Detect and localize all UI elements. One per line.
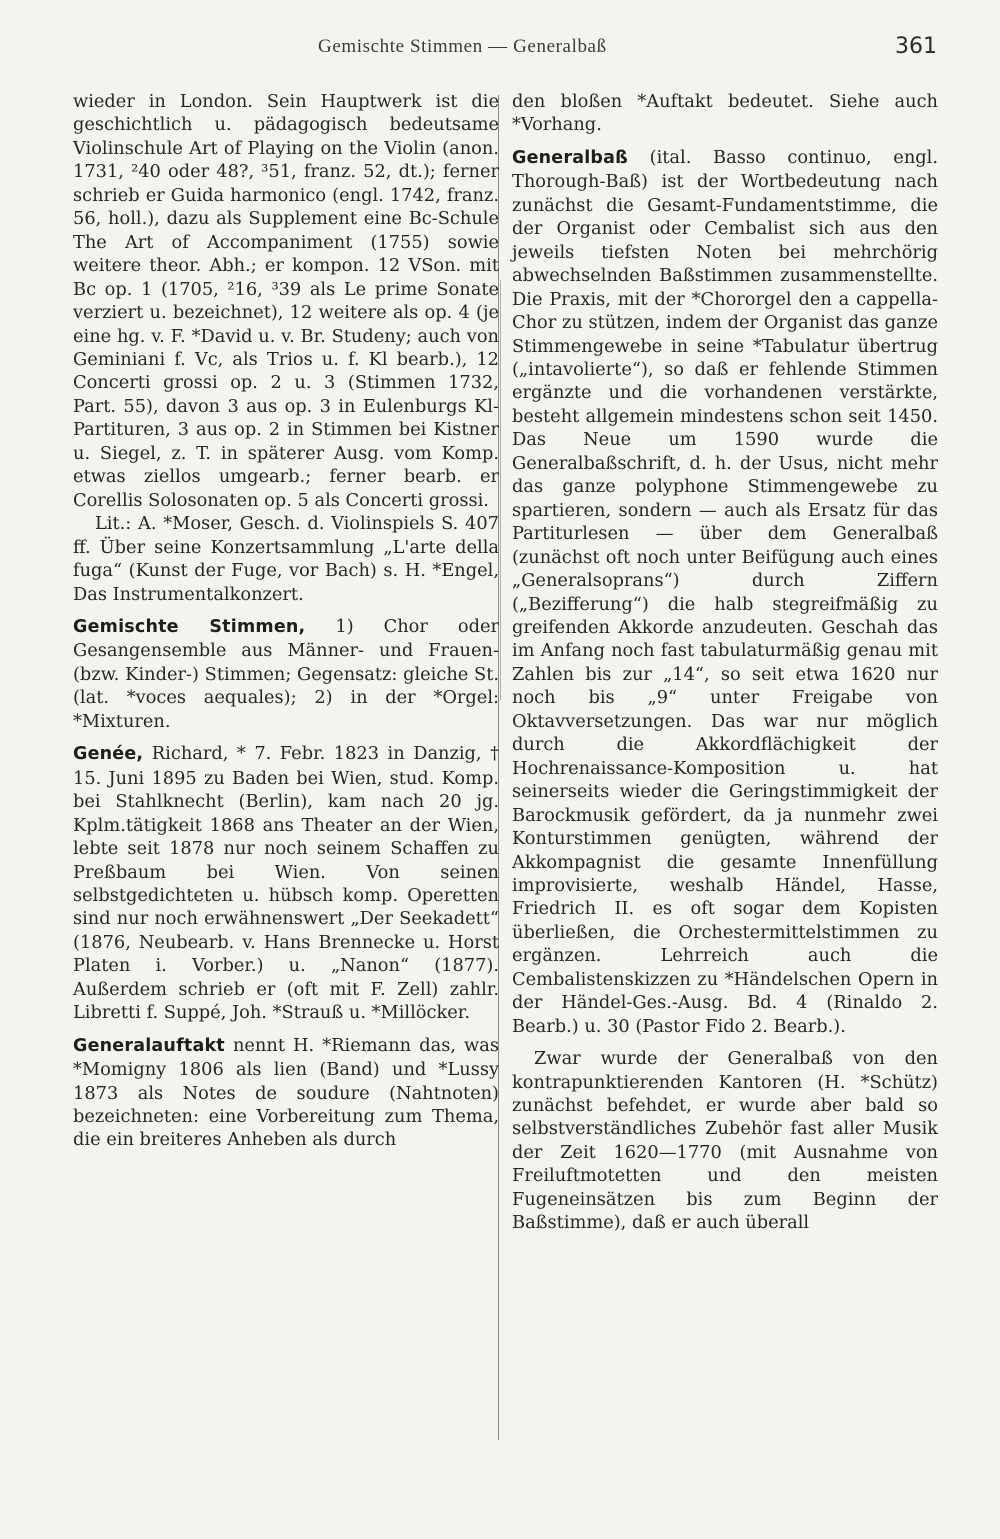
entry-generalauftakt-body: nennt H. *Riemann das, was *Momigny 1806 als lien (Band) und *Lussy 1873 als Notes de soudure (Nahtnoten) bezeichneten: eine Vorbereitung zum Thema, die ein breiteres Anheben als durch <box>73 1034 499 1151</box>
entry-geminiani-literature: Lit.: A. *Moser, Gesch. d. Violinspiels S. 407 ff. Über seine Konzertsammlung „L'arte della fuga“ (Kunst der Fuge, vor Bach) s. H. *Engel, Das Instrumentalkonzert. <box>73 513 499 605</box>
headword-gemischte-stimmen: Gemischte Stimmen, <box>73 616 306 637</box>
headword-generalbass: Generalbaß <box>512 147 628 168</box>
entry-genee <box>73 742 499 1024</box>
entry-genee-body: Richard, * 7. Febr. 1823 in Danzig, † 15. Juni 1895 zu Baden bei Wien, stud. Komp. bei Stahlknecht (Berlin), kam nach 20 jg. Kplm.tätigkeit 1868 ans Theater an der Wien, lebte seit 1878 nur noch seinem Schaffen zu Preßbaum bei Wien. Von seinen selbstgedichteten u. hübsch komp. Operetten sind nur noch erwähnenswert „Der Seekadett“ (1876, Neubearb. v. Hans Brennecke u. Horst Platen i. Vorber.) u. „Nanon“ (1877). Außerdem schrieb er (oft mit F. Zell) zahlr. Libretti f. Suppé, Joh. *Strauß u. *Millöcker. <box>73 743 499 1024</box>
entry-gemischte-stimmen-body: 1) Chor oder Gesangensemble aus Männer- und Frauen- (bzw. Kinder-) Stimmen; Gegensatz: gleiche St. (lat. *voces aequales); 2) in der *Orgel: *Mixturen. <box>73 615 499 732</box>
column-divider-secondary <box>500 280 501 700</box>
entry-generalauftakt <box>73 1034 499 1152</box>
page-number: 361 <box>895 34 937 59</box>
entry-gemischte-stimmen <box>73 615 499 733</box>
headword-genee: Genée, <box>73 744 144 765</box>
entry-generalbass <box>512 146 938 1038</box>
entry-geminiani-continuation: wieder in London. Sein Hauptwerk ist die geschichtlich u. pädagogisch bedeutsame Violinschule Art of Playing on the Violin (anon. 1731, ²40 oder 48?, ³51, franz. 52, dt.); ferner schrieb er Guida harmonico (engl. 1742, franz. 56, holl.), dazu als Supplement eine Bc-Schule The Art of Accompaniment (1755) sowie weitere theor. Abh.; er kompon. 12 VSon. mit Bc op. 1 (1705, ²16, ³39 als Le prime Sonate verziert u. bezeichnet), 12 weitere als op. 4 (je eine hg. v. F. *David u. v. Br. Studeny; auch von Geminiani f. Vc, als Trios u. f. Kl bearb.), 12 Concerti grossi op. 2 u. 3 (Stimmen 1732, Part. 55), davon 3 aus op. 3 in Eulenburgs Kl-Partituren, 3 aus op. 2 in Stimmen bei Kistner u. Siegel, z. T. in späterer Ausg. vom Komp. etwas ziellos umgearb.; ferner bearb. er Corellis Solosonaten op. 5 als Concerti grossi. <box>73 91 499 511</box>
entry-generalauftakt-continuation: den bloßen *Auftakt bedeutet. Siehe auch *Vorhang. <box>512 91 938 136</box>
entry-generalbass-body: (ital. Basso continuo, engl. Thorough-Baß) ist der Wortbedeutung nach zunächst die Gesamt-Fundamentstimme, die der Organist oder Cembalist sich aus den jeweils tiefsten Noten bei mehrchörig abwechselnden Baßstimmen zusammenstellte. Die Praxis, mit der *Chororgel den a cappella-Chor zu stützen, indem der Organist das ganze Stimmengewebe in seine *Tabulatur übertrug („intavolierte“), so daß er fehlende Stimmen ergänzte und die vorhandenen verstärkte, besteht allgemein mindestens schon seit 1450. Das Neue um 1590 wurde die Generalbaßschrift, d. h. der Usus, nicht mehr das ganze polyphone Stimmengewebe zu spartieren, sondern — auch als Ersatz für das Partiturlesen — über dem Generalbaß (zunächst oft noch unter Beifügung auch eines „Generalsoprans“) durch Ziffern („Bezifferung“) die halb stegreifmäßig zu greifenden Akkorde anzudeuten. Geschah das im Anfang noch fast tabulaturmäßig genau mit Zahlen bis zur „14“, so seit etwa 1620 nur noch bis „9“ unter Freigabe von Oktavversetzungen. Das war nur möglich durch die Akkordflächigkeit der Hochrenaissance-Komposition u. hat seinerseits wieder die Geringstimmigkeit der Barockmusik gefördert, da ja nunmehr zwei Konturstimmen genügten, während der Akkompagnist die gesamte Innenfüllung improvisierte, weshalb Händel, Hasse, Friedrich II. es oft sogar dem Kopisten überließen, die Orchestermittelstimmen zu ergänzen. Lehrreich auch die Cembalistenskizzen zu *Händelschen Opern in der Händel-Ges.-Ausg. Bd. 4 (Rinaldo 2. Bearb.) u. 30 (Pastor Fido 2. Bearb.). <box>512 146 938 1037</box>
headword-generalauftakt: Generalauftakt <box>73 1035 225 1056</box>
right-column <box>512 90 938 1235</box>
entry-generalbass-paragraph-2: Zwar wurde der Generalbaß von den kontrapunktierenden Kantoren (H. *Schütz) zunächst befehdet, er wurde aber bald so selbstverständliches Zubehör fast aller Musik der Zeit 1620—1770 (mit Ausnahme von Freiluftmotetten und den meisten Fugeneinsätzen bis zum Beginn der Baßstimme), daß er auch überall <box>512 1048 938 1234</box>
running-title: Gemischte Stimmen — Generalbaß <box>318 36 607 57</box>
left-column <box>73 90 499 1152</box>
